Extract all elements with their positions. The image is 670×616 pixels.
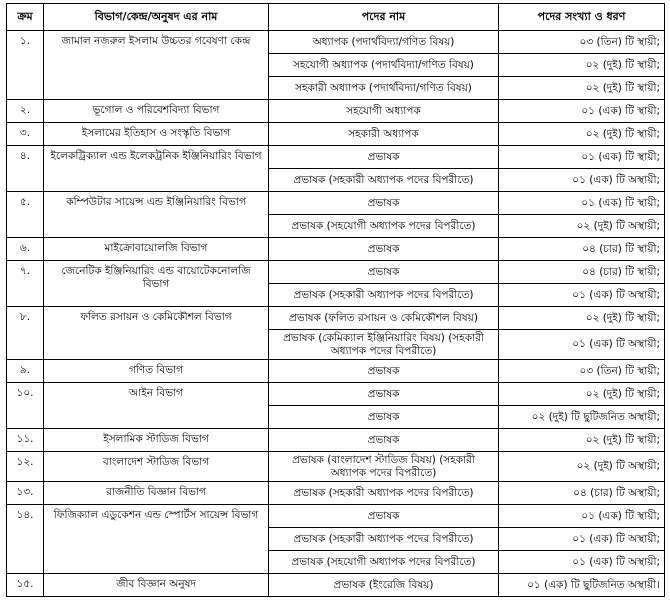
department-cell: বাংলাদেশ স্টাডিজ বিভাগ	[44, 452, 269, 482]
post-cell: প্রভাষক	[269, 383, 499, 406]
department-cell: ভূগোল ও পরিবেশবিদ্যা বিভাগ	[44, 100, 269, 123]
table-row	[7, 31, 665, 54]
serial-cell: ৯.	[7, 360, 44, 383]
serial-cell: ১.	[7, 31, 44, 100]
post-cell: প্রভাষক (সহকারী অধ্যাপক পদের বিপরীতে)	[269, 528, 499, 551]
post-cell: প্রভাষক	[269, 192, 499, 215]
table-row	[7, 452, 665, 482]
count-cell: ০১ (এক) টি অস্থায়ী;	[499, 284, 665, 307]
count-cell: ০৩ (তিন) টি স্থায়ী;	[499, 360, 665, 383]
post-cell: প্রভাষক (কেমিক্যাল ইঞ্জিনিয়ারিং বিষয়) (সহকারী অধ্যাপক পদের বিপরীতে)	[269, 330, 499, 360]
table-row	[7, 146, 665, 169]
post-cell: প্রভাষক	[269, 406, 499, 429]
serial-cell: ৭.	[7, 261, 44, 307]
post-cell: প্রভাষক (ইংরেজি বিষয়)	[269, 574, 499, 597]
post-cell: প্রভাষক	[269, 238, 499, 261]
count-cell: ০৪ (চার) টি স্থায়ী;	[499, 238, 665, 261]
post-cell: প্রভাষক (সহকারী অধ্যাপক পদের বিপরীতে)	[269, 284, 499, 307]
header-serial: ক্রম	[7, 4, 44, 31]
department-cell: গণিত বিভাগ	[44, 360, 269, 383]
table-row	[7, 123, 665, 146]
department-cell: ফিজিক্যাল এডুকেশন এন্ড স্পোর্টস সায়েন্স বিভাগ	[44, 505, 269, 574]
header-count: পদের সংখ্যা ও ধরণ	[499, 4, 665, 31]
serial-cell: ১২.	[7, 452, 44, 482]
department-cell: জামাল নজরুল ইসলাম উচ্চতর গবেষণা কেন্দ্র	[44, 31, 269, 100]
table-row	[7, 505, 665, 528]
count-cell: ০১ (এক) টি অস্থায়ী;	[499, 528, 665, 551]
post-cell: প্রভাষক (সহযোগী অধ্যাপক পদের বিপরীতে)	[269, 551, 499, 574]
count-cell: ০২ (দুই) টি স্থায়ী;	[499, 123, 665, 146]
serial-cell: ৪.	[7, 146, 44, 192]
count-cell: ০২ (দুই) টি স্থায়ী;	[499, 429, 665, 452]
count-cell: ০১ (এক) টি ছুটিজনিত অস্থায়ী।	[499, 574, 665, 597]
table-row	[7, 360, 665, 383]
table-row	[7, 192, 665, 215]
count-cell: ০৩ (তিন) টি স্থায়ী;	[499, 31, 665, 54]
department-cell: মাইক্রোবায়োলজি বিভাগ	[44, 238, 269, 261]
header-department: বিভাগ/কেন্দ্র/অনুষদ এর নাম	[44, 4, 269, 31]
table-row	[7, 574, 665, 597]
post-cell: প্রভাষক	[269, 146, 499, 169]
count-cell: ০২ (দুই) টি স্থায়ী;	[499, 307, 665, 330]
post-cell: প্রভাষক	[269, 261, 499, 284]
post-cell: প্রভাষক (সহকারী অধ্যাপক পদের বিপরীতে)	[269, 482, 499, 505]
serial-cell: ৮.	[7, 307, 44, 360]
count-cell: ০১ (এক) টি স্থায়ী;	[499, 505, 665, 528]
table-body	[7, 31, 665, 597]
serial-cell: ১৩.	[7, 482, 44, 505]
table-row	[7, 429, 665, 452]
department-cell: জীব বিজ্ঞান অনুষদ	[44, 574, 269, 597]
table-row	[7, 383, 665, 406]
serial-cell: ১৪.	[7, 505, 44, 574]
count-cell: ০১ (এক) টি স্থায়ী;	[499, 100, 665, 123]
department-cell: কম্পিউটার সায়েন্স এন্ড ইঞ্জিনিয়ারিং বিভাগ	[44, 192, 269, 238]
count-cell: ০২ (দুই) টি ছুটিজনিত অস্থায়ী;	[499, 406, 665, 429]
count-cell: ০১ (এক) টি অস্থায়ী;	[499, 169, 665, 192]
table-row	[7, 238, 665, 261]
department-cell: আইন বিভাগ	[44, 383, 269, 429]
post-cell: সহযোগী অধ্যাপক (পদার্থবিদ্যা/গণিত বিষয়)	[269, 54, 499, 77]
post-cell: সহকারী অধ্যাপক (পদার্থবিদ্যা/গণিত বিষয়)	[269, 77, 499, 100]
count-cell: ০১ (এক) টি স্থায়ী;	[499, 192, 665, 215]
post-cell: প্রভাষক (ফলিত রসায়ন ও কেমিকৌশল বিষয়)	[269, 307, 499, 330]
post-cell: সহযোগী অধ্যাপক	[269, 100, 499, 123]
serial-cell: ২.	[7, 100, 44, 123]
count-cell: ০১ (এক) টি স্থায়ী;	[499, 146, 665, 169]
count-cell: ০৪ (চার) টি অস্থায়ী;	[499, 482, 665, 505]
table-row	[7, 482, 665, 505]
post-cell: প্রভাষক (সহকারী অধ্যাপক পদের বিপরীতে)	[269, 169, 499, 192]
table-row	[7, 100, 665, 123]
post-cell: প্রভাষক	[269, 360, 499, 383]
department-cell: জেনেটিক ইঞ্জিনিয়ারিং এন্ড বায়োটেকনোলজি বিভাগ	[44, 261, 269, 307]
table-header-row	[7, 4, 665, 31]
count-cell: ০১ (এক) টি অস্থায়ী;	[499, 330, 665, 360]
serial-cell: ১১.	[7, 429, 44, 452]
post-cell: প্রভাষক	[269, 429, 499, 452]
count-cell: ০১ (এক) টি অস্থায়ী;	[499, 551, 665, 574]
serial-cell: ৩.	[7, 123, 44, 146]
serial-cell: ১৫.	[7, 574, 44, 597]
serial-cell: ১০.	[7, 383, 44, 429]
department-cell: ইসলামের ইতিহাস ও সংস্কৃতি বিভাগ	[44, 123, 269, 146]
table-row	[7, 307, 665, 330]
count-cell: ০২ (দুই) টি স্থায়ী;	[499, 383, 665, 406]
vacancy-table	[6, 3, 665, 597]
department-cell: ইলেকট্রিক্যাল এন্ড ইলেকট্রনিক ইঞ্জিনিয়ারিং বিভাগ	[44, 146, 269, 192]
post-cell: অধ্যাপক (পদার্থবিদ্যা/গণিত বিষয়)	[269, 31, 499, 54]
post-cell: সহকারী অধ্যাপক	[269, 123, 499, 146]
department-cell: ইসলামিক স্টাডিজ বিভাগ	[44, 429, 269, 452]
serial-cell: ৫.	[7, 192, 44, 238]
count-cell: ০২ (দুই) টি স্থায়ী;	[499, 77, 665, 100]
department-cell: রাজনীতি বিজ্ঞান বিভাগ	[44, 482, 269, 505]
post-cell: প্রভাষক (বাংলাদেশ স্টাডিজ বিষয়) (সহকারী অধ্যাপক পদের বিপরীতে)	[269, 452, 499, 482]
count-cell: ০২ (দুই) টি অস্থায়ী;	[499, 215, 665, 238]
count-cell: ০২ (দুই) টি স্থায়ী;	[499, 54, 665, 77]
department-cell: ফলিত রসায়ন ও কেমিকৌশল বিভাগ	[44, 307, 269, 360]
serial-cell: ৬.	[7, 238, 44, 261]
count-cell: ০৪ (চার) টি স্থায়ী;	[499, 261, 665, 284]
post-cell: প্রভাষক	[269, 505, 499, 528]
count-cell: ০২ (দুই) টি অস্থায়ী;	[499, 452, 665, 482]
post-cell: প্রভাষক (সহযোগী অধ্যাপক পদের বিপরীতে)	[269, 215, 499, 238]
table-row	[7, 261, 665, 284]
header-post: পদের নাম	[269, 4, 499, 31]
